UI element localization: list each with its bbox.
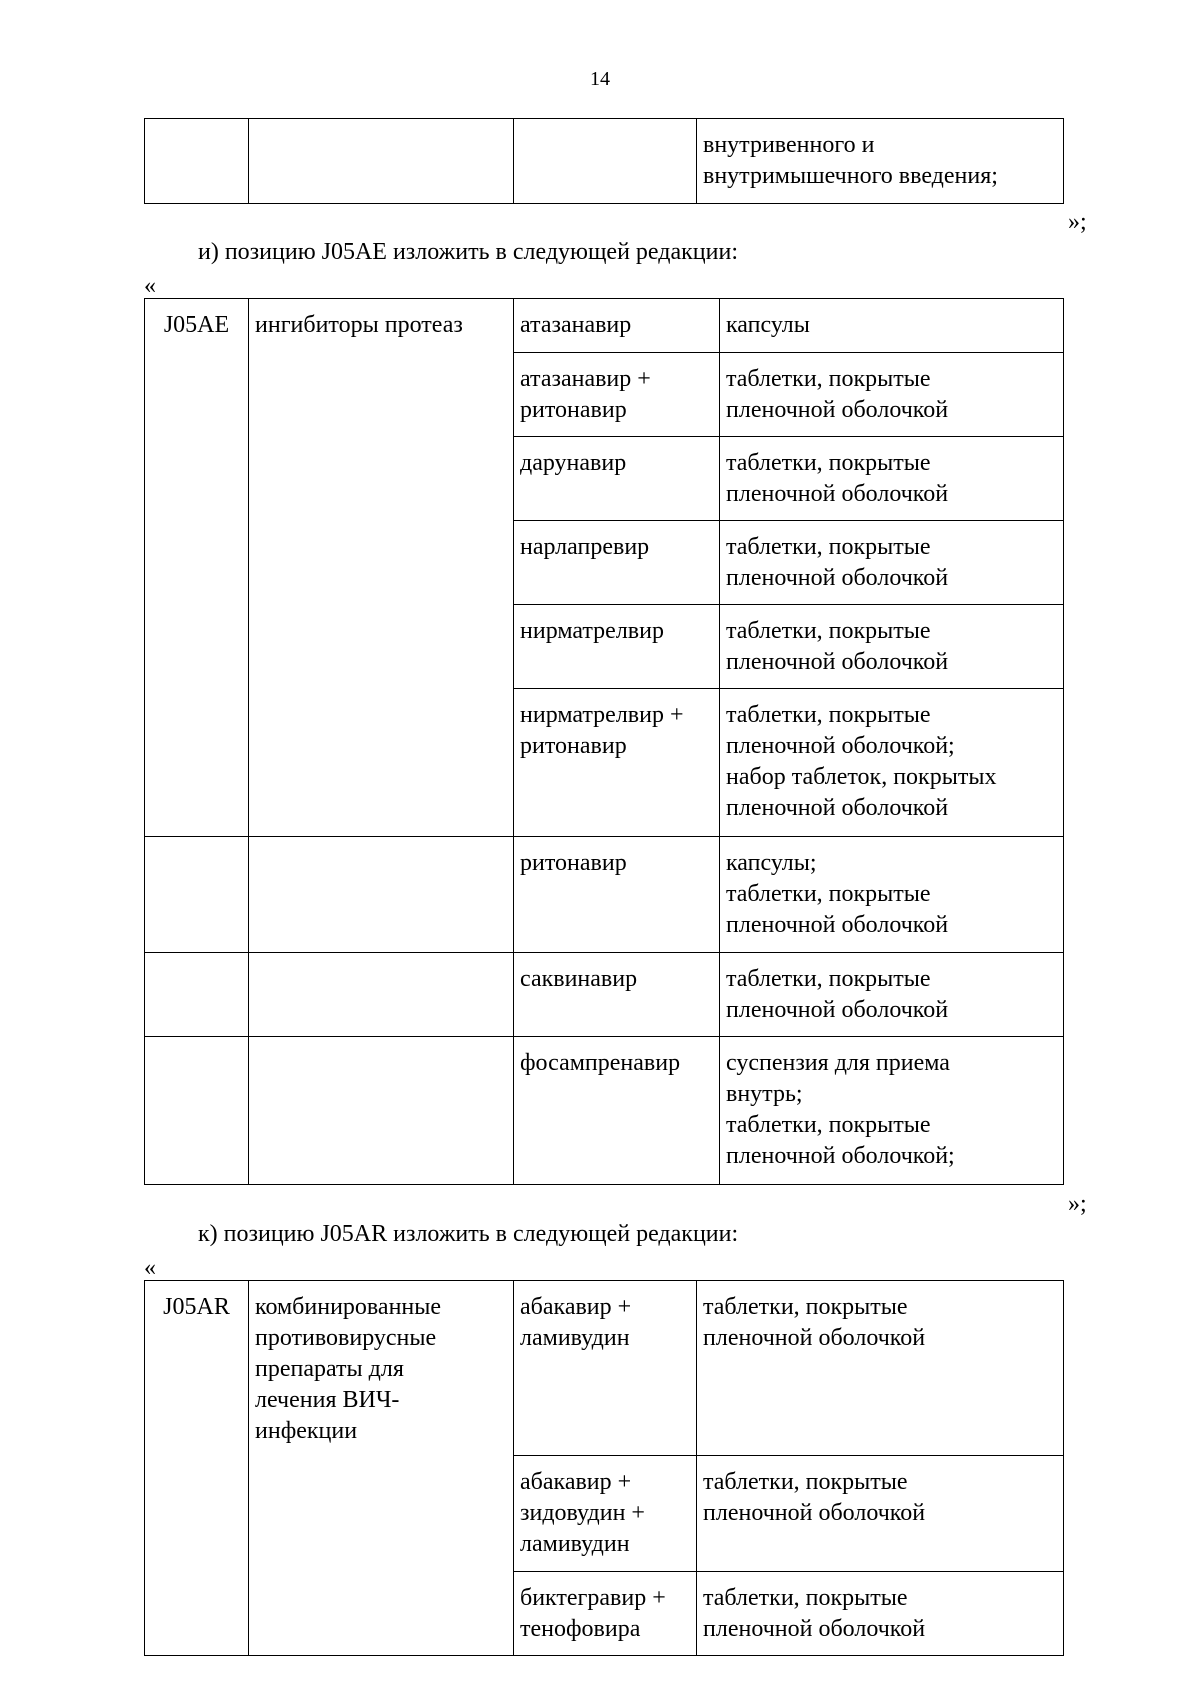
group-cell <box>249 1037 514 1185</box>
table-row <box>145 521 1064 605</box>
group-cell: ингибиторы протеаз <box>249 299 514 353</box>
code-cell <box>145 689 249 837</box>
form-cell: таблетки, покрытые пленочной оболочкой <box>720 353 1064 437</box>
drug-cell: нарлапревир <box>514 521 720 605</box>
form-cell: таблетки, покрытые пленочной оболочкой <box>697 1455 1064 1571</box>
drug-cell: фосампренавир <box>514 1037 720 1185</box>
code-cell <box>145 119 249 204</box>
group-cell <box>249 119 514 204</box>
opening-quote: « <box>144 1255 156 1281</box>
drug-cell: нирматрелвир <box>514 605 720 689</box>
table-row <box>145 1571 1064 1655</box>
section-i-intro: и) позицию J05AE изложить в следующей редакции: <box>198 239 738 265</box>
form-cell: таблетки, покрытые пленочной оболочкой <box>720 953 1064 1037</box>
table-row <box>145 1037 1064 1185</box>
code-cell <box>145 1571 249 1655</box>
closing-quote: »; <box>1068 1191 1087 1217</box>
table-row <box>145 605 1064 689</box>
drug-cell: биктегравир + тенофовира <box>514 1571 697 1655</box>
section-k-table <box>144 1280 1064 1656</box>
table-row <box>145 437 1064 521</box>
drug-cell: нирматрелвир + ритонавир <box>514 689 720 837</box>
form-cell: капсулы <box>720 299 1064 353</box>
code-cell <box>145 605 249 689</box>
atc-code-cell: J05AR <box>145 1281 249 1456</box>
code-cell <box>145 521 249 605</box>
form-cell: таблетки, покрытые пленочной оболочкой <box>720 605 1064 689</box>
continuation-table <box>144 118 1064 204</box>
form-cell: суспензия для приема внутрь; таблетки, покрытые пленочной оболочкой; <box>720 1037 1064 1185</box>
code-cell <box>145 837 249 953</box>
table-row <box>145 1455 1064 1571</box>
drug-cell <box>514 119 697 204</box>
group-cell <box>249 689 514 837</box>
form-cell: таблетки, покрытые пленочной оболочкой <box>720 437 1064 521</box>
page-number: 14 <box>590 68 610 90</box>
drug-cell: саквинавир <box>514 953 720 1037</box>
drug-cell: атазанавир <box>514 299 720 353</box>
group-cell <box>249 521 514 605</box>
section-i-table <box>144 298 1064 1185</box>
group-cell <box>249 837 514 953</box>
table-row <box>145 953 1064 1037</box>
group-cell <box>249 353 514 437</box>
form-cell: таблетки, покрытые пленочной оболочкой <box>697 1571 1064 1655</box>
table-row <box>145 689 1064 837</box>
group-cell <box>249 1455 514 1571</box>
section-k-intro: к) позицию J05AR изложить в следующей редакции: <box>198 1221 739 1247</box>
group-cell <box>249 437 514 521</box>
code-cell <box>145 1455 249 1571</box>
code-cell <box>145 353 249 437</box>
form-cell: таблетки, покрытые пленочной оболочкой; набор таблеток, покрытых пленочной оболочкой <box>720 689 1064 837</box>
drug-cell: дарунавир <box>514 437 720 521</box>
form-cell: внутривенного и внутримышечного введения; <box>697 119 1064 204</box>
group-cell <box>249 953 514 1037</box>
group-cell <box>249 1571 514 1655</box>
code-cell <box>145 1037 249 1185</box>
drug-cell: абакавир + ламивудин <box>514 1281 697 1456</box>
code-cell <box>145 953 249 1037</box>
group-cell <box>249 605 514 689</box>
closing-quote: »; <box>1068 209 1087 235</box>
form-cell: таблетки, покрытые пленочной оболочкой <box>697 1281 1064 1456</box>
table-row <box>145 353 1064 437</box>
drug-cell: ритонавир <box>514 837 720 953</box>
table-row <box>145 1281 1064 1456</box>
drug-cell: атазанавир + ритонавир <box>514 353 720 437</box>
drug-cell: абакавир + зидовудин + ламивудин <box>514 1455 697 1571</box>
opening-quote: « <box>144 273 156 299</box>
form-cell: капсулы; таблетки, покрытые пленочной оболочкой <box>720 837 1064 953</box>
table-row <box>145 837 1064 953</box>
table-row <box>145 119 1064 204</box>
table-row <box>145 299 1064 353</box>
group-cell: комбинированные противовирусные препараты для лечения ВИЧ- инфекции <box>249 1281 514 1456</box>
code-cell <box>145 437 249 521</box>
atc-code-cell: J05AE <box>145 299 249 353</box>
form-cell: таблетки, покрытые пленочной оболочкой <box>720 521 1064 605</box>
